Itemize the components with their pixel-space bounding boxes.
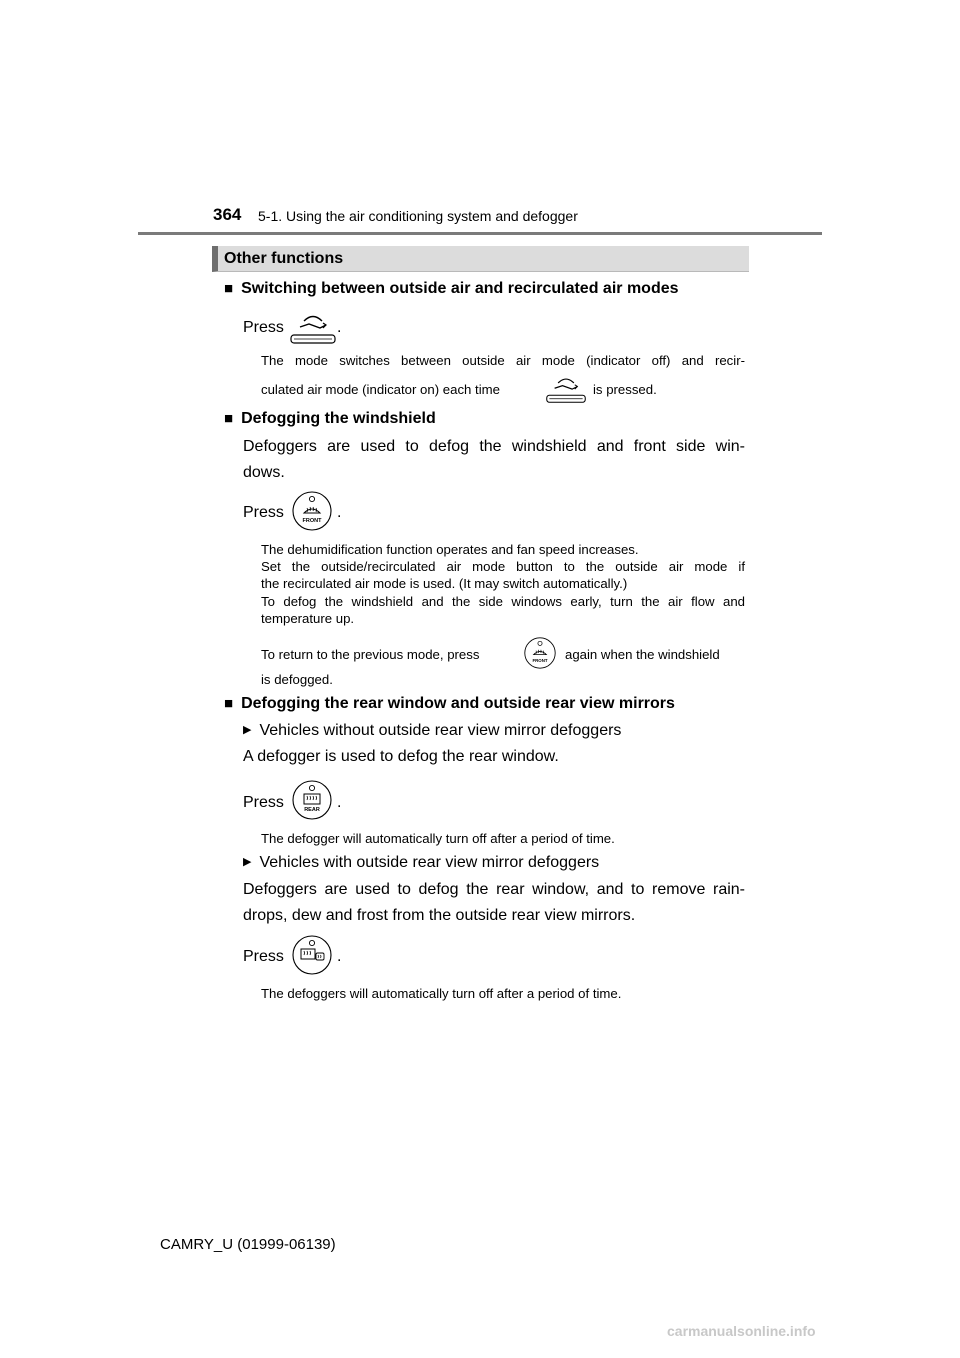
recirc-press-end: .	[337, 319, 342, 336]
windshield-body-line1: Defoggers are used to defog the windshield and front side win-	[243, 438, 745, 455]
triangle-bullet-icon: ▶	[243, 724, 252, 736]
rear-sub2-body-line2: drops, dew and frost from the outside rear view mirrors.	[243, 907, 636, 924]
page-number: 364	[213, 205, 242, 224]
rear-sub2-body-line1: Defoggers are used to defog the rear window, and to remove rain-	[243, 881, 745, 898]
footer-model-code: CAMRY_U (01999-06139)	[160, 1236, 336, 1253]
topic-heading-windshield-text: Defogging the windshield	[241, 410, 436, 427]
topic-heading-rear	[224, 695, 675, 713]
watermark: carmanualsonline.info	[667, 1323, 816, 1339]
windshield-return-c: is defogged.	[261, 672, 333, 687]
rear-sub1-note: The defogger will automatically turn off after a period of time.	[261, 831, 615, 846]
triangle-bullet-icon: ▶	[243, 856, 252, 868]
chapter-title: 5-1. Using the air conditioning system and defogger	[258, 208, 578, 224]
recirculation-button-icon	[290, 313, 336, 345]
recirc-note-line2b: is pressed.	[593, 382, 657, 397]
rear-sub1	[243, 717, 621, 744]
topic-heading-recirc	[224, 280, 679, 298]
topic-heading-rear-text: Defogging the rear window and outside rear view mirrors	[241, 695, 675, 712]
section-title: Other functions	[224, 250, 344, 267]
recirc-note-line2a: culated air mode (indicator on) each time	[261, 382, 500, 397]
windshield-return-b: again when the windshield	[565, 647, 720, 662]
rear-sub2	[243, 849, 599, 876]
front-defogger-button-icon	[292, 491, 332, 531]
rear-sub2-press: Press	[243, 948, 284, 965]
topic-heading-recirc-text: Switching between outside air and recirculated air modes	[241, 280, 679, 297]
windshield-press-end: .	[337, 504, 342, 521]
rear-label: REAR	[304, 807, 320, 813]
rear-sub2-text: Vehicles with outside rear view mirror defoggers	[259, 854, 600, 871]
rear-sub2-note: The defoggers will automatically turn off after a period of time.	[261, 986, 622, 1001]
square-bullet-icon: ■	[224, 410, 234, 427]
rear-sub1-body: A defogger is used to defog the rear window.	[243, 748, 559, 765]
windshield-note3-line2: temperature up.	[261, 611, 355, 626]
square-bullet-icon: ■	[224, 280, 234, 297]
rear-sub2-press-end: .	[337, 948, 342, 965]
recirc-note-line1: The mode switches between outside air mode (indicator off) and recir-	[261, 353, 745, 368]
rear-mirror-defogger-button-icon	[292, 935, 332, 975]
rear-sub1-text: Vehicles without outside rear view mirror defoggers	[259, 722, 622, 739]
windshield-note2-line2: the recirculated air mode is used. (It may switch automatically.)	[261, 576, 628, 591]
rear-defogger-button-icon	[292, 780, 332, 820]
recirc-press-text: Press	[243, 319, 284, 336]
windshield-body-line2: dows.	[243, 464, 285, 481]
header-rule	[138, 232, 822, 235]
windshield-note2-line1: Set the outside/recirculated air mode button to the outside air mode if	[261, 559, 745, 574]
windshield-press-text: Press	[243, 504, 284, 521]
rear-sub1-press: Press	[243, 794, 284, 811]
square-bullet-icon: ■	[224, 695, 234, 712]
windshield-note1: The dehumidification function operates and fan speed increases.	[261, 542, 639, 557]
recirculation-button-small-icon	[544, 376, 588, 404]
front-label: FRONT	[302, 518, 322, 524]
front-defogger-small-icon	[524, 637, 556, 669]
windshield-note3-line1: To defog the windshield and the side windows early, turn the air flow and	[261, 594, 745, 609]
topic-heading-windshield	[224, 410, 436, 428]
front-small-label: FRONT	[532, 657, 548, 663]
windshield-return-a: To return to the previous mode, press	[261, 647, 480, 662]
rear-sub1-press-end: .	[337, 794, 342, 811]
